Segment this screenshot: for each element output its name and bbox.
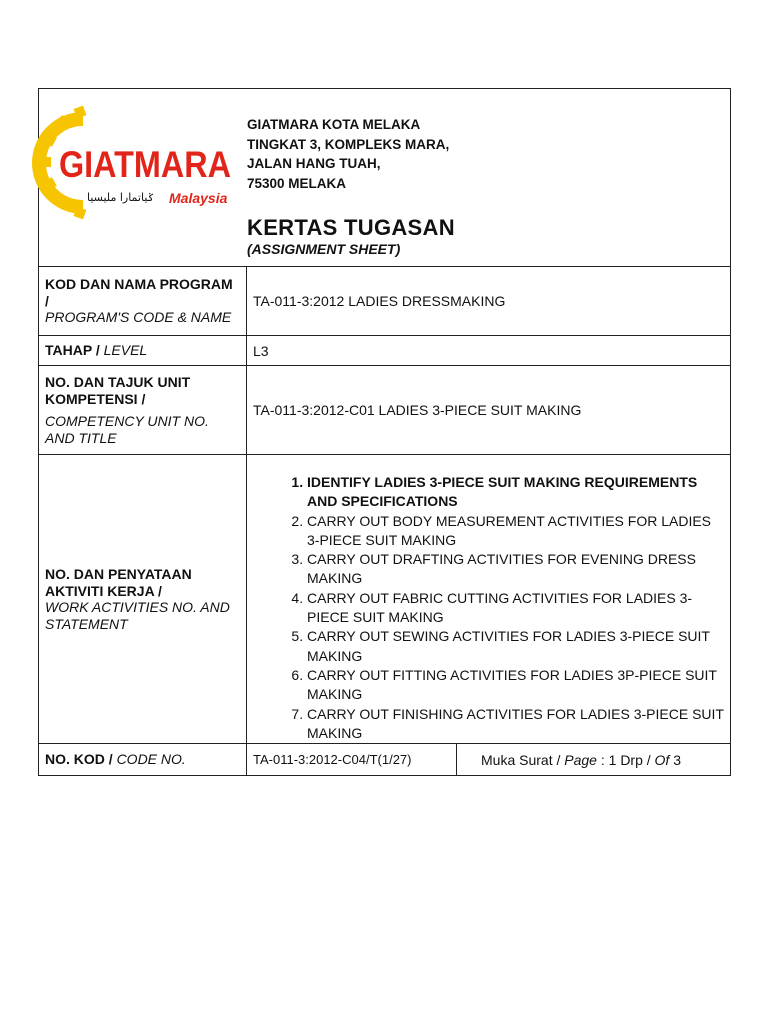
of-word: Of — [654, 751, 670, 768]
unit-value: TA-011-3:2012-C01 LADIES 3-PIECE SUIT MAKING — [247, 366, 731, 455]
unit-label-en: COMPETENCY UNIT NO. AND TITLE — [45, 413, 209, 446]
program-value: TA-011-3:2012 LADIES DRESSMAKING — [247, 267, 731, 336]
logo-arabic: ݢياتمارا مليسيا — [87, 191, 155, 204]
program-label-ms: KOD DAN NAMA PROGRAM / — [45, 276, 233, 309]
activities-list — [253, 473, 724, 743]
assignment-sheet-table — [38, 88, 731, 776]
unit-label — [39, 366, 247, 455]
activities-label-ms: NO. DAN PENYATAAN AKTIVITI KERJA / — [45, 566, 192, 599]
unit-label-ms: NO. DAN TAJUK UNIT KOMPETENSI / — [45, 374, 191, 407]
list-item: 2. CARRY OUT BODY MEASUREMENT ACTIVITIES FOR LADIES 3-PIECE SUIT MAKING — [307, 512, 724, 551]
code-label-ms: NO. KOD / — [45, 751, 113, 768]
list-item: 6. CARRY OUT FITTING ACTIVITIES FOR LADIES 3P-PIECE SUIT MAKING — [307, 666, 724, 705]
document-title: KERTAS TUGASAN — [247, 215, 455, 240]
of-num: 3 — [673, 751, 682, 768]
program-label-en: PROGRAM'S CODE & NAME — [45, 309, 232, 326]
page-number — [457, 744, 731, 776]
address-line: GIATMARA KOTA MELAKA — [247, 117, 421, 132]
address-line: TINGKAT 3, KOMPLEKS MARA, — [247, 136, 450, 152]
level-label-en: LEVEL — [103, 342, 148, 359]
level-label — [39, 336, 247, 366]
code-label — [39, 744, 247, 776]
address-block — [247, 115, 449, 193]
document-subtitle: (ASSIGNMENT SHEET) — [247, 241, 401, 257]
address-line: JALAN HANG TUAH, — [247, 156, 381, 171]
giatmara-logo — [45, 107, 235, 219]
page-num: : 1 Drp / — [600, 751, 651, 768]
level-label-ms: TAHAP / — [45, 342, 100, 359]
list-item: 1. IDENTIFY LADIES 3-PIECE SUIT MAKING REQUIREMENTS AND SPECIFICATIONS — [307, 473, 724, 512]
list-item: 7. CARRY OUT FINISHING ACTIVITIES FOR LADIES 3-PIECE SUIT MAKING — [307, 705, 724, 744]
list-item: 4. CARRY OUT FABRIC CUTTING ACTIVITIES FOR LADIES 3-PIECE SUIT MAKING — [307, 589, 724, 628]
code-label-en: CODE NO. — [116, 751, 186, 768]
activities-label-en: WORK ACTIVITIES NO. AND STATEMENT — [45, 599, 230, 632]
activities-label — [39, 455, 247, 744]
code-value: TA-011-3:2012-C04/T(1/27) — [247, 744, 457, 776]
page-word: Page — [564, 751, 597, 768]
page-prefix: Muka Surat / — [481, 751, 561, 768]
address-line: 75300 MELAKA — [247, 175, 347, 191]
list-item: 5. CARRY OUT SEWING ACTIVITIES FOR LADIES 3-PIECE SUIT MAKING — [307, 627, 724, 666]
list-item: 3. CARRY OUT DRAFTING ACTIVITIES FOR EVENING DRESS MAKING — [307, 550, 724, 589]
sheet-header — [39, 89, 731, 267]
activities-list-cell — [247, 455, 731, 744]
level-value: L3 — [247, 336, 731, 366]
program-label — [39, 267, 247, 336]
logo-wordmark: GIATMARA — [59, 144, 231, 185]
logo-malaysia: Malaysia — [169, 190, 228, 206]
